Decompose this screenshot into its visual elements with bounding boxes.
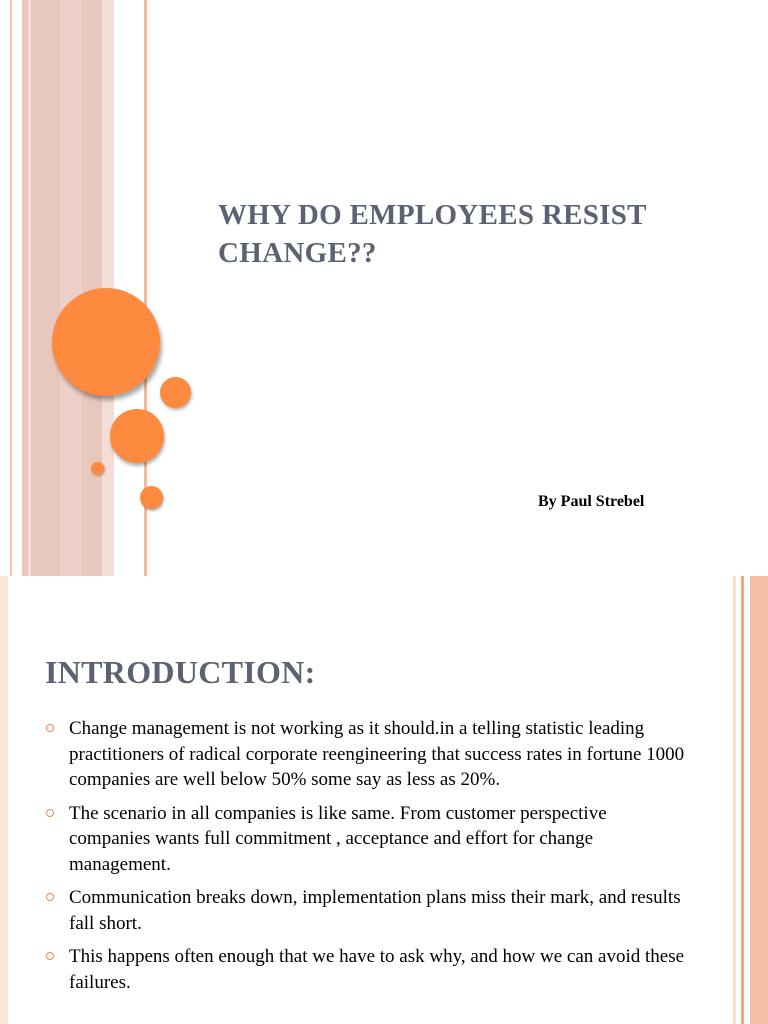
decorative-stripe [741,576,744,1024]
decorative-circle [110,409,164,463]
decorative-stripe [750,576,768,1024]
decorative-stripe [0,576,8,1024]
bullet-list [45,716,685,1003]
section-heading: INTRODUCTION: [45,654,316,690]
decorative-stripe [733,576,736,1024]
decorative-circle-large [52,288,160,396]
decorative-stripe [10,0,12,576]
list-item [45,885,685,936]
bullet-text: Communication breaks down, implementation plans miss their mark, and results fall short. [69,887,681,934]
bullet-text: Change management is not working as it should.in a telling statistic leading practitioners of radical corporate reengineering that success rates in fortune 1000 companies are well below 50% some say as less as 20%. [69,718,685,790]
decorative-circle [160,377,191,408]
circle-bullet-icon [46,724,54,732]
introduction-slide [0,576,768,1024]
decorative-circle [91,462,104,475]
decorative-stripe [28,0,31,576]
slide-title-line: WHY DO EMPLOYEES RESIST [218,199,647,231]
bullet-text: This happens often enough that we have to ask why, and how we can avoid these failures. [69,946,685,993]
circle-bullet-icon [46,893,54,901]
list-item [45,944,685,995]
slide-title-line: CHANGE?? [218,237,377,269]
bullet-text: The scenario in all companies is like same. From customer perspective companies wants full commitment , acceptance and effort for change management. [69,802,607,875]
decorative-stripe [60,0,82,576]
circle-bullet-icon [46,809,54,817]
list-item [45,716,685,793]
decorative-circle [140,486,163,509]
circle-bullet-icon [46,952,54,960]
author-byline: By Paul Strebel [538,493,645,510]
slide-title [218,196,718,272]
list-item [45,801,685,878]
